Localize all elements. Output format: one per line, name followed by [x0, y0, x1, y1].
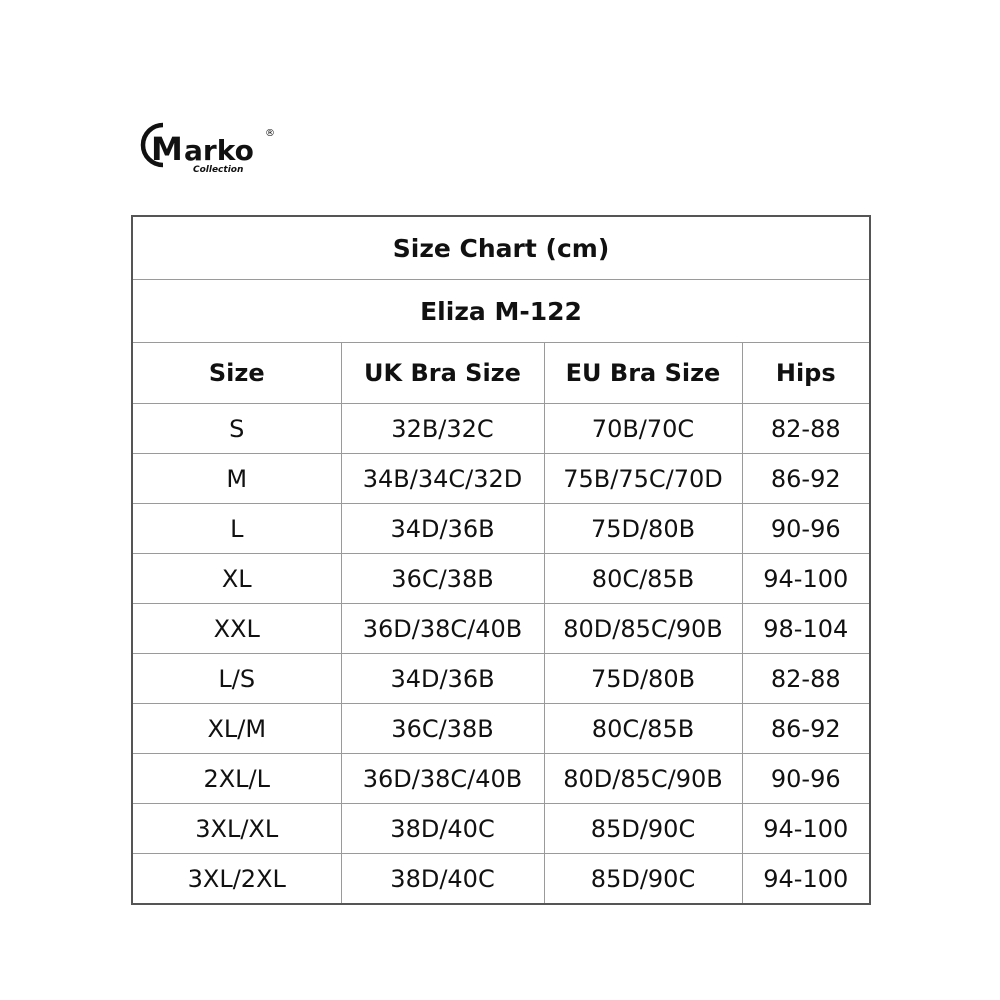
table-row	[132, 654, 870, 704]
uk-bra-cell: 34D/36B	[341, 654, 544, 704]
table-row	[132, 604, 870, 654]
logo-initial: M	[151, 130, 183, 168]
uk-bra-cell: 38D/40C	[341, 804, 544, 854]
table-row	[132, 454, 870, 504]
title-row	[132, 216, 870, 280]
hips-cell: 94-100	[742, 554, 870, 604]
logo-subtitle: Collection	[193, 165, 244, 175]
logo-text-rest: arko	[184, 134, 254, 167]
hips-cell: 94-100	[742, 804, 870, 854]
eu-bra-cell: 80C/85B	[544, 554, 742, 604]
size-chart-table	[131, 215, 871, 905]
table-row	[132, 554, 870, 604]
column-header-uk-bra: UK Bra Size	[341, 343, 544, 404]
uk-bra-cell: 36D/38C/40B	[341, 754, 544, 804]
eu-bra-cell: 70B/70C	[544, 404, 742, 454]
brand-logo	[137, 112, 287, 178]
column-header-eu-bra: EU Bra Size	[544, 343, 742, 404]
table-row	[132, 704, 870, 754]
uk-bra-cell: 36C/38B	[341, 554, 544, 604]
table-row	[132, 754, 870, 804]
table-row	[132, 804, 870, 854]
uk-bra-cell: 36C/38B	[341, 704, 544, 754]
table-body	[132, 404, 870, 905]
column-header-size: Size	[132, 343, 341, 404]
header-row	[132, 343, 870, 404]
eu-bra-cell: 80D/85C/90B	[544, 754, 742, 804]
size-cell: L/S	[132, 654, 341, 704]
uk-bra-cell: 38D/40C	[341, 854, 544, 905]
column-header-hips: Hips	[742, 343, 870, 404]
table-row	[132, 854, 870, 905]
eu-bra-cell: 80C/85B	[544, 704, 742, 754]
eu-bra-cell: 85D/90C	[544, 854, 742, 905]
hips-cell: 86-92	[742, 704, 870, 754]
hips-cell: 86-92	[742, 454, 870, 504]
hips-cell: 94-100	[742, 854, 870, 905]
size-cell: M	[132, 454, 341, 504]
model-name: Eliza M-122	[132, 280, 870, 343]
hips-cell: 90-96	[742, 504, 870, 554]
registered-mark: ®	[265, 128, 275, 139]
hips-cell: 90-96	[742, 754, 870, 804]
hips-cell: 82-88	[742, 404, 870, 454]
size-cell: 3XL/2XL	[132, 854, 341, 905]
eu-bra-cell: 75D/80B	[544, 654, 742, 704]
table-row	[132, 404, 870, 454]
size-cell: S	[132, 404, 341, 454]
size-cell: 3XL/XL	[132, 804, 341, 854]
chart-title: Size Chart (cm)	[132, 216, 870, 280]
hips-cell: 82-88	[742, 654, 870, 704]
size-cell: 2XL/L	[132, 754, 341, 804]
uk-bra-cell: 36D/38C/40B	[341, 604, 544, 654]
size-cell: XL	[132, 554, 341, 604]
eu-bra-cell: 80D/85C/90B	[544, 604, 742, 654]
uk-bra-cell: 34B/34C/32D	[341, 454, 544, 504]
eu-bra-cell: 85D/90C	[544, 804, 742, 854]
model-row	[132, 280, 870, 343]
eu-bra-cell: 75D/80B	[544, 504, 742, 554]
size-cell: L	[132, 504, 341, 554]
size-cell: XXL	[132, 604, 341, 654]
uk-bra-cell: 34D/36B	[341, 504, 544, 554]
table-row	[132, 504, 870, 554]
size-cell: XL/M	[132, 704, 341, 754]
hips-cell: 98-104	[742, 604, 870, 654]
eu-bra-cell: 75B/75C/70D	[544, 454, 742, 504]
uk-bra-cell: 32B/32C	[341, 404, 544, 454]
